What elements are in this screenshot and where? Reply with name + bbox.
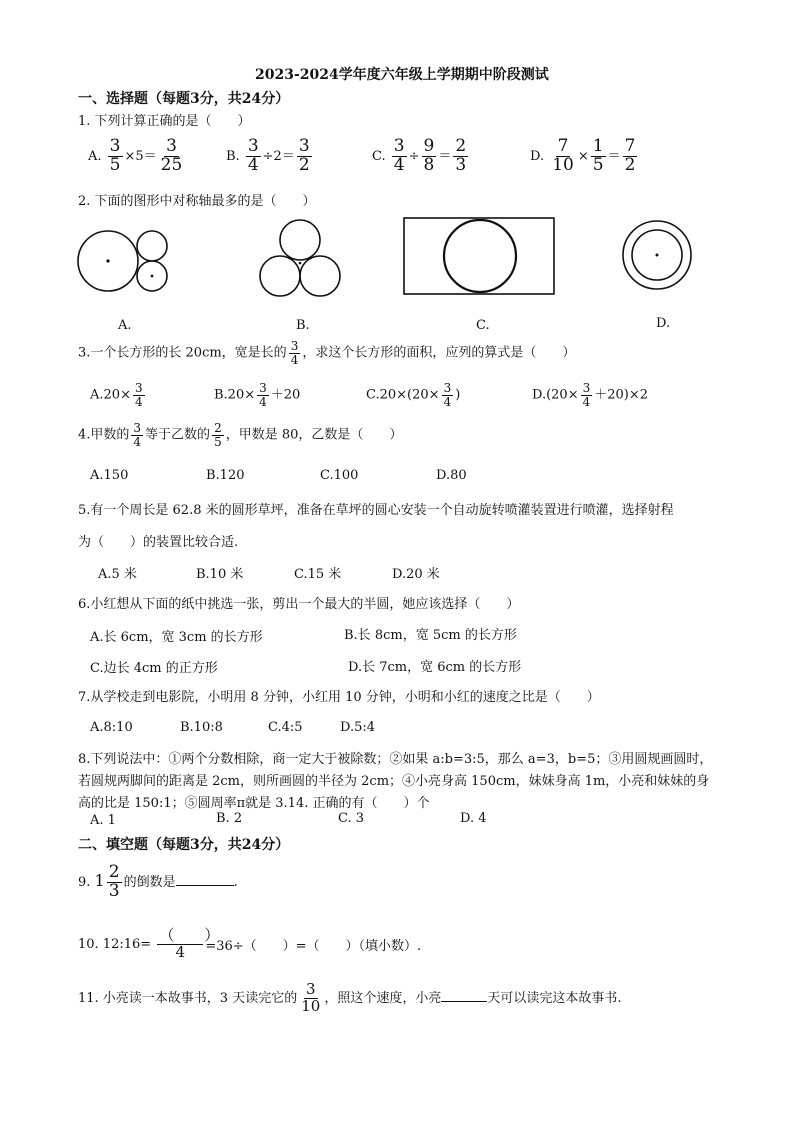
fraction: $\frac{2}{3}$ (108, 862, 120, 901)
question-6-stem: 6.小红想从下面的纸中挑选一张，剪出一个最大的半圆，她应该选择（ ） (78, 597, 520, 612)
question-5-option-b[interactable]: B.10 米 (196, 567, 244, 582)
question-1-option-d[interactable]: D. $\frac{7}{10}$ × $\frac{1}{5}$ ＝ $\frac{7}{2}$ (530, 136, 636, 175)
question-7-option-d[interactable]: D.5:4 (340, 720, 376, 735)
question-1-option-b[interactable]: B. $\frac{3}{4}$ ÷2＝ $\frac{3}{2}$ (226, 136, 310, 175)
fraction-blank[interactable]: $\frac{( )}{4}$ (159, 926, 220, 961)
fraction: $\frac{3}{2}$ (298, 136, 310, 175)
question-11: 11. 小亮读一本故事书，3 天读完它的 $\frac{3}{10}$ ，照这个速度，小亮 天可以读完这本故事书. (78, 980, 622, 1015)
question-6-option-b[interactable]: B.长 8cm，宽 5cm 的长方形 (344, 628, 517, 643)
fraction: $\frac{3}{4}$ (393, 136, 405, 175)
fraction: $\frac{3}{4}$ (582, 381, 591, 409)
question-3-option-a[interactable]: A.20× $\frac{3}{4}$ (90, 381, 143, 409)
fraction: $\frac{3}{10}$ (301, 980, 321, 1015)
question-4-stem: 4.甲数的 $\frac{3}{4}$ 等于乙数的 $\frac{2}{5}$ ，甲数是 80，乙数是（ ） (78, 421, 403, 449)
question-8-option-a[interactable]: A. 1 (90, 813, 116, 828)
question-9: 9. 1 $\frac{2}{3}$ 的倒数是 . (78, 862, 238, 901)
answer-blank[interactable] (441, 989, 487, 1002)
question-4-option-d[interactable]: D.80 (436, 468, 467, 483)
figure-a-three-circles[interactable] (76, 218, 176, 302)
question-3-option-b[interactable]: B.20× $\frac{3}{4}$ ＋20 (214, 381, 301, 409)
fraction: $\frac{3}{4}$ (443, 381, 452, 409)
page-title: 2023-2024学年度六年级上学期期中阶段测试 (255, 67, 549, 83)
question-5-line-1: 5.有一个周长是 62.8 米的圆形草坪，准备在草坪的圆心安装一个自动旋转喷灌装置进行喷灌，选择射程 (78, 503, 674, 518)
question-8-line-1: 8.下列说法中：①两个分数相除，商一定大于被除数；②如果 a:b=3:5，那么 a=3，b=5；③用圆规画圆时， (78, 752, 713, 767)
figure-label-b: B. (296, 318, 310, 333)
fraction: $\frac{3}{4}$ (133, 421, 142, 449)
question-4-option-a[interactable]: A.150 (90, 468, 129, 483)
question-1-option-c[interactable]: C. $\frac{3}{4}$ ÷ $\frac{9}{8}$ ＝ $\frac{2}{3}$ (372, 136, 467, 175)
fraction: $\frac{1}{5}$ (592, 136, 604, 175)
figure-b-three-equal-circles[interactable] (254, 214, 346, 304)
question-1-stem: 1. 下列计算正确的是（ ） (78, 114, 251, 129)
question-4-option-b[interactable]: B.120 (206, 468, 245, 483)
question-8-line-3: 高的比是 150:1；⑤圆周率π就是 3.14. 正确的有（ ）个 (78, 796, 430, 811)
question-5-option-a[interactable]: A.5 米 (98, 567, 137, 582)
question-8-option-b[interactable]: B. 2 (216, 811, 243, 826)
question-7-stem: 7.从学校走到电影院，小明用 8 分钟，小红用 10 分钟，小明和小红的速度之比是（ ） (78, 690, 600, 705)
question-6-option-c[interactable]: C.边长 4cm 的正方形 (90, 661, 218, 676)
question-7-option-a[interactable]: A.8:10 (90, 720, 133, 735)
fraction: $\frac{7}{10}$ (552, 136, 574, 175)
question-4-option-c[interactable]: C.100 (320, 468, 359, 483)
question-3-option-d[interactable]: D.(20× $\frac{3}{4}$ ＋20)×2 (532, 381, 649, 409)
section-heading-choice: 一、选择题（每题3分，共24分） (78, 91, 290, 107)
option-label: A. (88, 148, 102, 164)
question-6-option-d[interactable]: D.长 7cm，宽 6cm 的长方形 (348, 660, 522, 675)
question-7-option-b[interactable]: B.10:8 (180, 720, 223, 735)
question-5-line-2: 为（ ）的装置比较合适. (78, 535, 239, 550)
question-3-option-c[interactable]: C.20×(20× $\frac{3}{4}$ ) (366, 381, 461, 409)
question-8-option-d[interactable]: D. 4 (460, 811, 487, 826)
section-heading-fill-blank: 二、填空题（每题3分，共24分） (78, 837, 290, 853)
fraction: $\frac{9}{8}$ (423, 136, 435, 175)
fraction: $\frac{7}{2}$ (624, 136, 636, 175)
fraction: $\frac{3}{4}$ (134, 381, 143, 409)
fraction: $\frac{3}{5}$ (109, 136, 121, 175)
answer-blank[interactable] (176, 871, 234, 886)
question-5-option-d[interactable]: D.20 米 (392, 567, 440, 582)
question-8-option-c[interactable]: C. 3 (338, 811, 365, 826)
question-2-stem: 2. 下面的图形中对称轴最多的是（ ） (78, 194, 316, 209)
fraction: $\frac{2}{5}$ (214, 421, 222, 449)
figure-c-circle-in-rectangle[interactable] (402, 216, 556, 296)
question-3-stem: 3.一个长方形的长 20cm，宽是长的 $\frac{3}{4}$ ，求这个长方形的面积，应列的算式是（ ） (78, 339, 576, 367)
question-1-option-a[interactable]: A. $\frac{3}{5}$ ×5＝ $\frac{3}{25}$ (88, 136, 183, 175)
figure-label-d: D. (656, 316, 671, 331)
question-5-option-c[interactable]: C.15 米 (294, 567, 342, 582)
question-10: 10. 12:16= $\frac{( )}{4}$ =36÷（ ）=（ ）（填小数）. (78, 926, 422, 961)
figure-d-concentric-circles[interactable] (620, 218, 694, 292)
fraction: $\frac{3}{4}$ (290, 339, 299, 367)
figure-label-c: C. (476, 318, 490, 333)
fraction: $\frac{3}{25}$ (160, 136, 183, 175)
question-6-option-a[interactable]: A.长 6cm，宽 3cm 的长方形 (90, 630, 263, 645)
figure-label-a: A. (118, 318, 132, 333)
question-8-line-2: 若圆规两脚间的距离是 2cm，则所画圆的半径为 2cm；④小亮身高 150cm，妹妹身高 1m，小亮和妹妹的身 (78, 774, 710, 789)
fraction: $\frac{2}{3}$ (455, 136, 467, 175)
fraction: $\frac{3}{4}$ (247, 136, 259, 175)
fraction: $\frac{3}{4}$ (259, 381, 267, 409)
question-7-option-c[interactable]: C.4:5 (268, 720, 303, 735)
